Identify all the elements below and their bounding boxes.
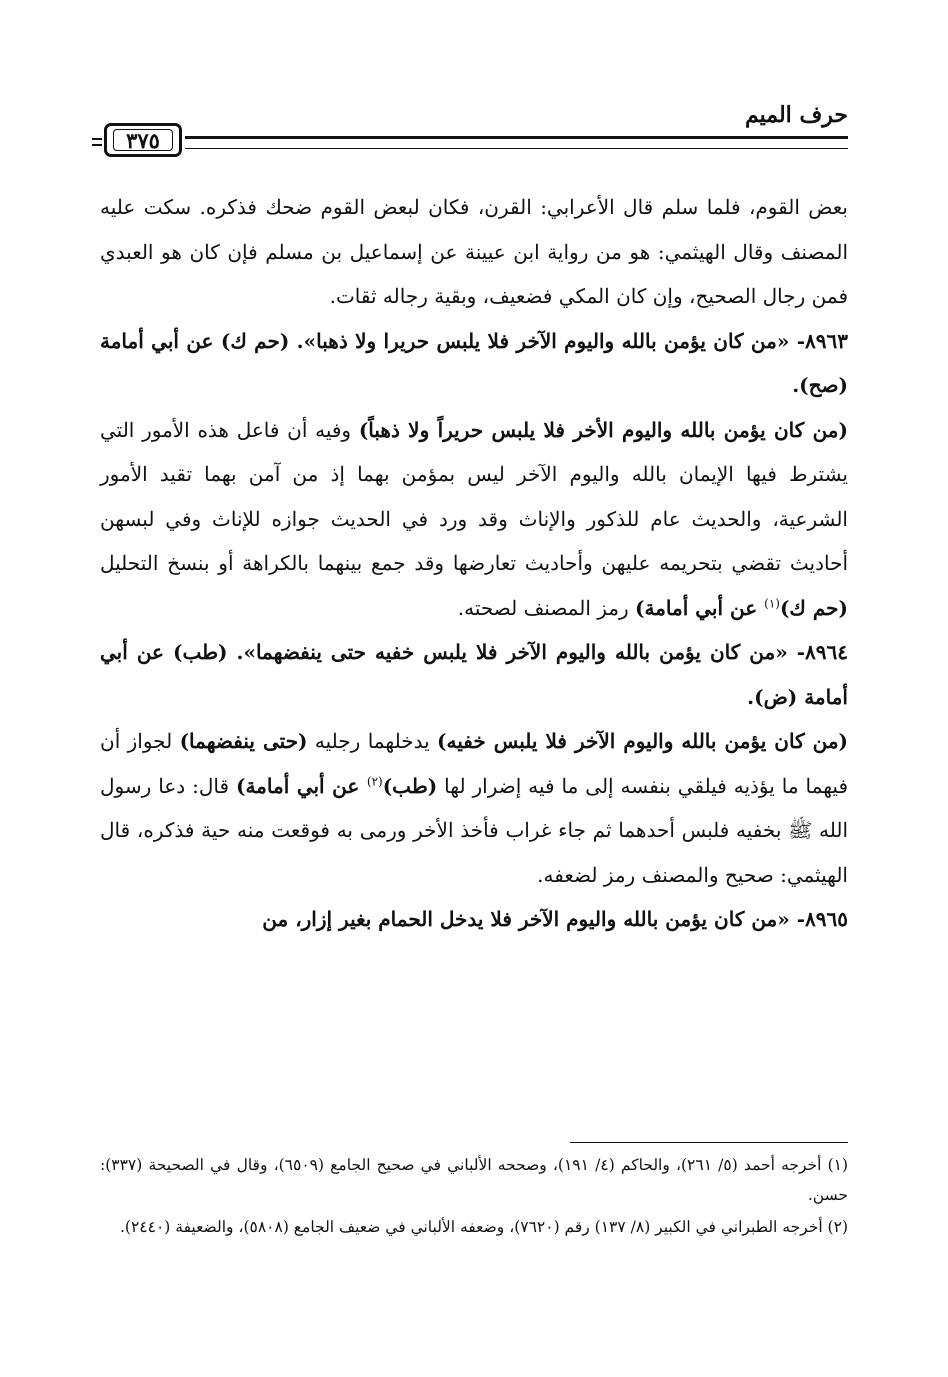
commentary-quote-2: (حتى ينفضهما)	[179, 729, 308, 753]
commentary-end: قال: دعا رسول الله ﷺ بخفيه فلبس أحدهما ثم جاء غراب فأخذ الأخر ورمى به فوقعت منه حية فذكره، قال الهيثمي: صحيح والمصنف رمز لضعفه.	[100, 773, 848, 887]
footnote-2: (٢) أخرجه الطبراني في الكبير (٨/ ١٣٧) رقم (٧٦٢٠)، وضعفه الألباني في ضعيف الجامع (٥٨٠٨)، والضعيفة (٢٤٤٠).	[119, 1218, 848, 1236]
footnote-marker[interactable]: (٢)	[366, 773, 383, 788]
commentary-quote: (من كان يؤمن بالله واليوم الأخر فلا يلبس حريراً ولا ذهباً)	[358, 417, 848, 442]
commentary-end: رمز المصنف لصحته.	[457, 595, 636, 620]
footnote-marker[interactable]: (١)	[764, 595, 780, 610]
chapter-title: حرف الميم	[744, 102, 848, 128]
commentary-8963	[100, 408, 848, 631]
narrator-reference: عن أبي أمامة)	[635, 595, 765, 620]
source-reference: (طب)	[382, 773, 438, 798]
header-rule	[185, 136, 848, 149]
footnote-divider	[570, 1142, 848, 1143]
source-reference: (حم ك)	[779, 595, 848, 620]
hadith-8964: ٨٩٦٤- «من كان يؤمن بالله واليوم الآخر فلا يلبس خفيه حتى ينفضهما». (طب) عن أبي أمامة (ض).	[100, 640, 848, 709]
hadith-8965: ٨٩٦٥- «من كان يؤمن بالله واليوم الآخر فلا يدخل الحمام بغير إزار، من	[262, 907, 848, 931]
header-ornament	[92, 138, 102, 146]
paragraph-continuation: بعض القوم، فلما سلم قال الأعرابي: القرن، فكان لبعض القوم ضحك فذكره. سكت عليه المصنف وقال الهيثمي: هو من رواية ابن عيينة عن إسماعيل بن مسلم فإن كان هو العبدي فمن رجال الصحيح، وإن كان المكي فضعيف، وبقية رجاله ثقات.	[100, 195, 848, 308]
main-text	[100, 185, 848, 942]
commentary-text: يدخلهما رجليه	[307, 729, 438, 753]
footnotes	[100, 1150, 848, 1244]
narrator-reference: عن أبي أمامة)	[236, 773, 367, 798]
footnote-1: (١) أخرجه أحمد (٥/ ٢٦١)، والحاكم (٤/ ١٩١)، وصححه الألباني في صحيح الجامع (٦٥٠٩)، وقال في الصحيحة (٣٣٧): حسن.	[100, 1156, 849, 1204]
page-number: ٣٧٥	[104, 123, 182, 157]
commentary-text-2: لجواز أن فيهما ما يؤذيه فيلقي بنفسه إلى ما فيه إضرار لها	[100, 729, 849, 798]
hadith-8963: ٨٩٦٣- «من كان يؤمن بالله واليوم الآخر فلا يلبس حريرا ولا ذهبا». (حم ك) عن أبي أمامة (صح).	[100, 328, 848, 397]
commentary-quote: (من كان يؤمن بالله واليوم الآخر فلا يلبس خفيه)	[437, 729, 848, 753]
commentary-text: وفيه أن فاعل هذه الأمور التي يشترط فيها الإيمان بالله واليوم الآخر ليس بمؤمن بهما إذ من آمن بهما تقيد الأمور الشرعية، والحديث عام للذكور والإناث وقد ورد في الحديث جوازه للإناث وفي لبسهن أحاديث تقضي بتحريمه عليهن وأحاديث تعارضها وقد جمع بينهما بالكراهة أو بنسخ التحليل	[100, 417, 848, 575]
commentary-8964	[100, 719, 848, 897]
